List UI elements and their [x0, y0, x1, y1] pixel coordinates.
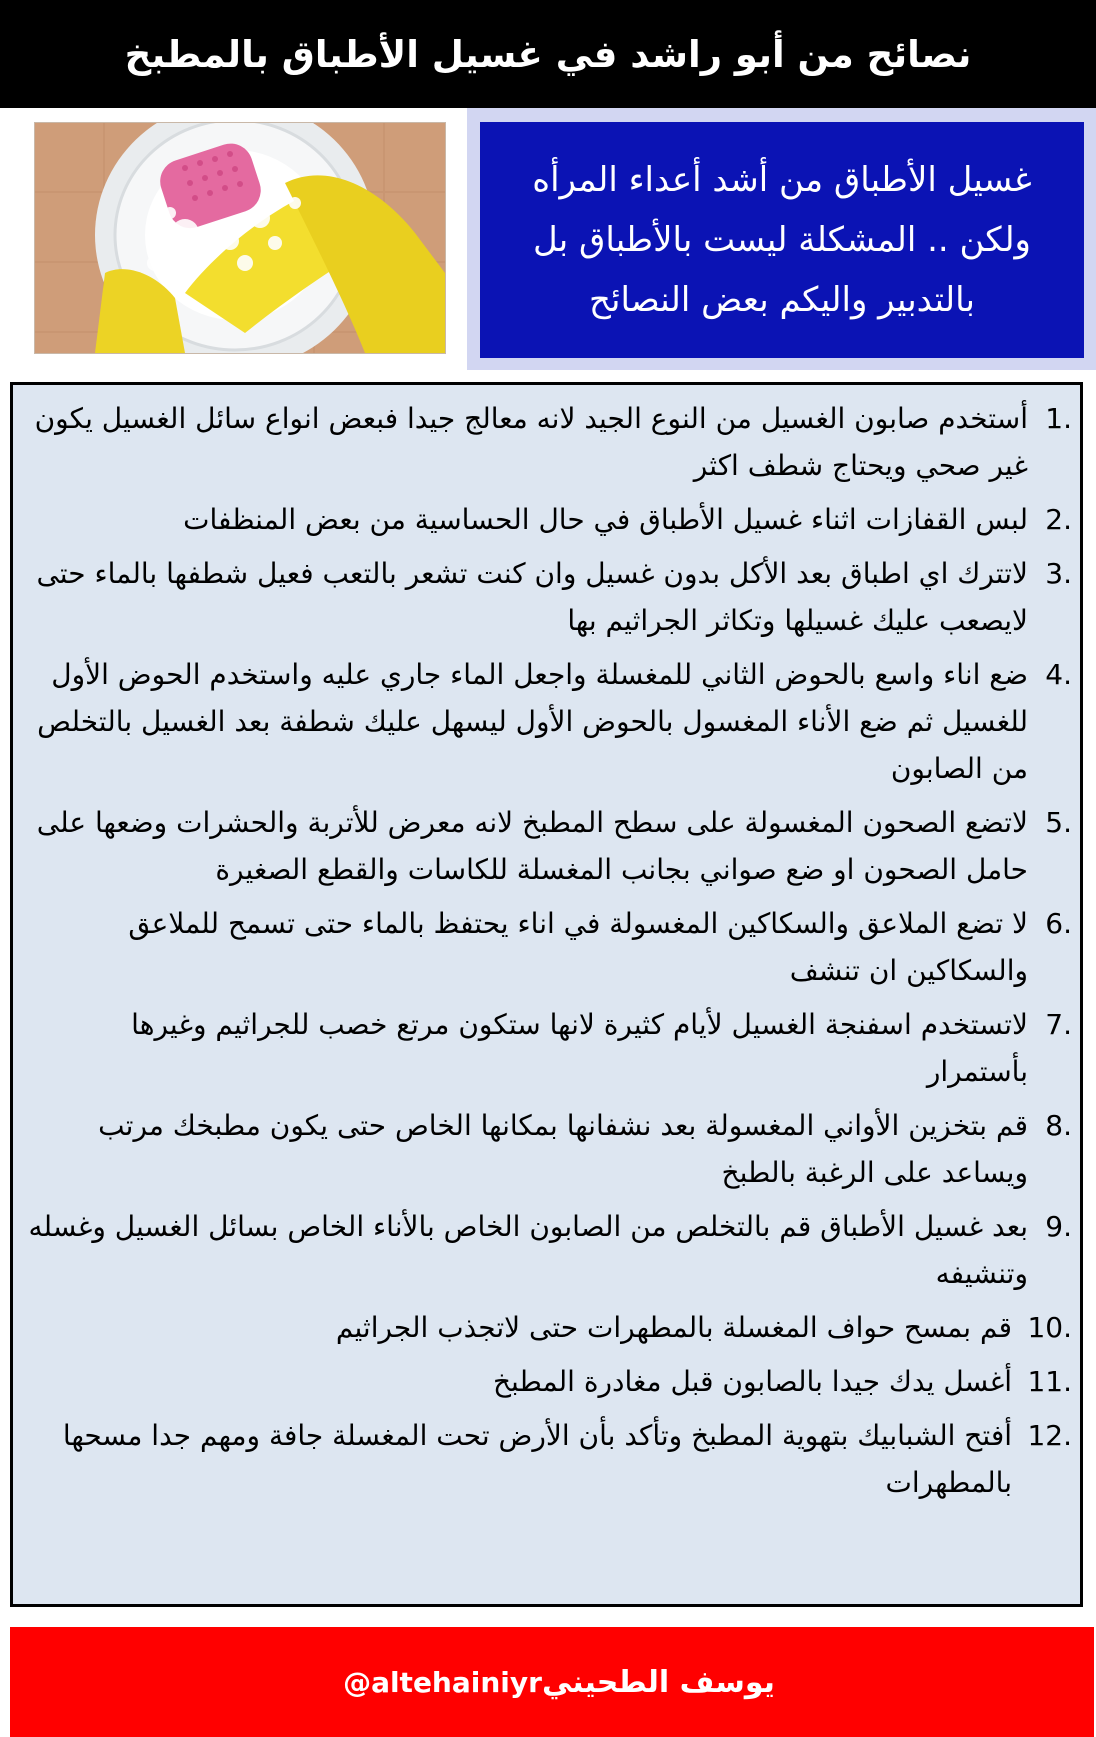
tip-number: 3. [1045, 557, 1072, 590]
tip-number: 8. [1045, 1109, 1072, 1142]
tip-number: 11. [1027, 1365, 1072, 1398]
tip-number: 12. [1027, 1419, 1072, 1452]
intro-line: بالتدبير واليكم بعض النصائح [589, 280, 975, 320]
intro-line: غسيل الأطباق من أشد أعداء المرأه [532, 160, 1032, 200]
tip-text: ضع اناء واسع بالحوض الثاني للمغسلة واجعل الماء جاري عليه واستخدم الحوض الأول للغسيل ثم ضع الأناء المغسول بالحوض الأول ليسهل عليك شطفة بعد الغسيل بالتخلص من الصابون [37, 658, 1028, 785]
tip-number: 7. [1045, 1008, 1072, 1041]
tip-item [27, 496, 1072, 543]
tip-number: 10. [1027, 1311, 1072, 1344]
tip-number: 2. [1045, 503, 1072, 536]
tip-number: 6. [1045, 907, 1072, 940]
tip-item [27, 651, 1072, 792]
tip-number: 4. [1045, 658, 1072, 691]
tip-item [27, 1358, 1072, 1405]
tip-text: لاتترك اي اطباق بعد الأكل بدون غسيل وان كنت تشعر بالتعب فعيل شطفها بالماء حتى لايصعب عليك غسيلها وتكاثر الجراثيم بها [36, 557, 1028, 637]
intro-box [480, 122, 1084, 358]
tips-box [10, 382, 1083, 1607]
tip-number: 5. [1045, 806, 1072, 839]
author-name: يوسف الطحيني [541, 1664, 775, 1700]
tip-text: بعد غسيل الأطباق قم بالتخلص من الصابون الخاص بالأناء الخاص بسائل الغسيل وغسله وتنشيفه [28, 1210, 1028, 1290]
tip-text: أفتح الشبابيك بتهوية المطبخ وتأكد بأن الأرض تحت المغسلة جافة ومهم جدا مسحها بالمطهرات [62, 1419, 1012, 1499]
tip-text: أغسل يدك جيدا بالصابون قبل مغادرة المطبخ [492, 1365, 1012, 1398]
tip-text: لاتضع الصحون المغسولة على سطح المطبخ لانه معرض للأتربة والحشرات وضعها على حامل الصحون او ضع صواني بجانب المغسلة للكاسات والقطع الصغيرة [36, 806, 1028, 886]
footer-credit [10, 1627, 1094, 1737]
author-handle: @altehainiyr [343, 1665, 542, 1699]
tip-item [27, 1001, 1072, 1095]
tip-item [27, 395, 1072, 489]
tip-item [27, 1102, 1072, 1196]
tip-item [27, 550, 1072, 644]
tip-item [27, 799, 1072, 893]
page-header [0, 0, 1096, 108]
tip-text: لبس القفازات اثناء غسيل الأطباق في حال الحساسية من بعض المنظفات [183, 503, 1028, 536]
tip-item [27, 1203, 1072, 1297]
page-title: نصائح من أبو راشد في غسيل الأطباق بالمطبخ [124, 32, 972, 76]
dishwashing-glove-photo [34, 122, 446, 354]
intro-line: ولكن .. المشكلة ليست بالأطباق بل [533, 220, 1031, 260]
tip-item [27, 1304, 1072, 1351]
tip-item [27, 1412, 1072, 1506]
tip-text: أستخدم صابون الغسيل من النوع الجيد لانه معالج جيدا فبعض انواع سائل الغسيل يكون غير صحي ويحتاج شطف اكثر [34, 402, 1028, 482]
tip-item [27, 900, 1072, 994]
tip-text: لاتستخدم اسفنجة الغسيل لأيام كثيرة لانها ستكون مرتع خصب للجراثيم وغيرها بأستمرار [131, 1008, 1028, 1088]
tip-text: قم بمسح حواف المغسلة بالمطهرات حتى لاتجذب الجراثيم [335, 1311, 1012, 1344]
tip-number: 1. [1045, 402, 1072, 435]
tips-list [27, 395, 1072, 1513]
tip-text: لا تضع الملاعق والسكاكين المغسولة في اناء يحتفظ بالماء حتى تسمح للملاعق والسكاكين ان تنشف [128, 907, 1028, 987]
tip-number: 9. [1045, 1210, 1072, 1243]
tip-text: قم بتخزين الأواني المغسولة بعد نشفانها بمكانها الخاص حتى يكون مطبخك مرتب ويساعد على الرغبة بالطبخ [98, 1109, 1028, 1189]
